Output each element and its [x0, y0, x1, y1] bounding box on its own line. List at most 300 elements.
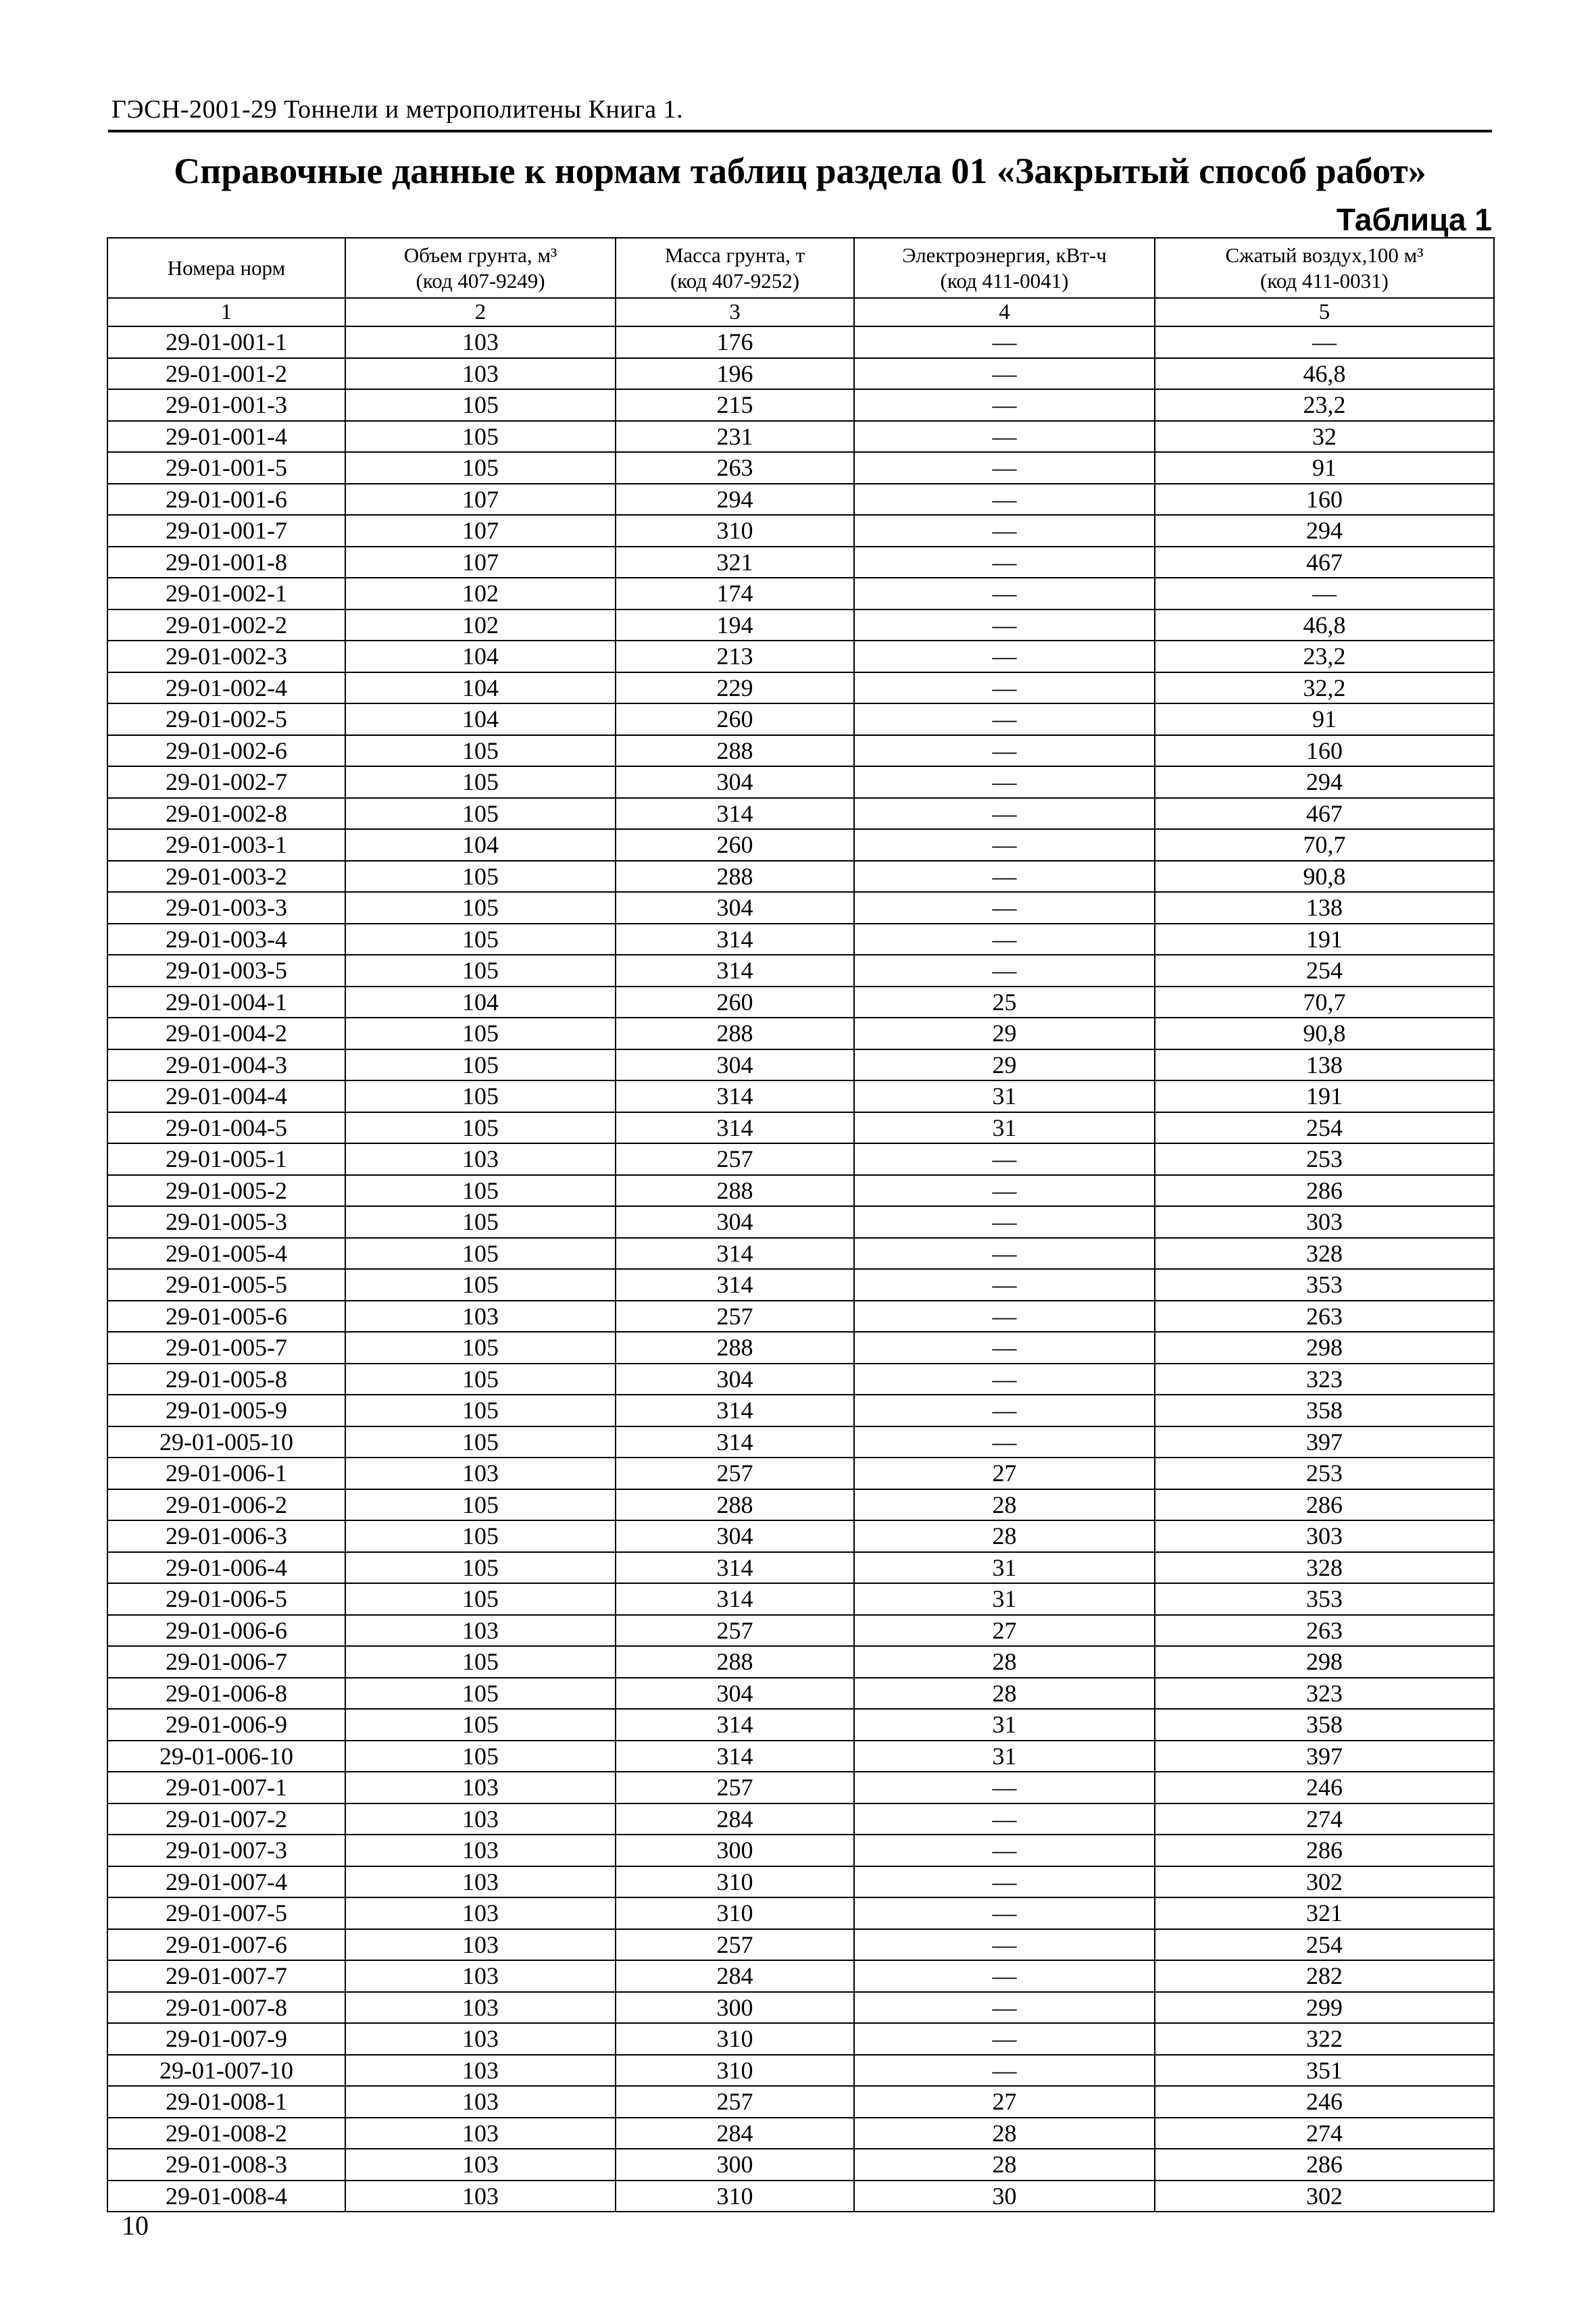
compressed-air-cell: 351: [1155, 2055, 1494, 2087]
soil-volume-cell: 102: [345, 578, 616, 609]
soil-mass-cell: 304: [616, 1049, 854, 1081]
compressed-air-cell: 321: [1155, 1897, 1494, 1929]
soil-mass-cell: 314: [616, 798, 854, 830]
table-row: [107, 2118, 1494, 2149]
compressed-air-cell: 286: [1155, 1489, 1494, 1521]
compressed-air-cell: 299: [1155, 1992, 1494, 2024]
norm-number-cell: 29-01-001-7: [107, 515, 345, 547]
electricity-cell: —: [854, 798, 1155, 830]
electricity-cell: —: [854, 703, 1155, 735]
compressed-air-cell: 254: [1155, 1929, 1494, 1961]
soil-volume-cell: 103: [345, 2086, 616, 2118]
soil-volume-cell: 105: [345, 766, 616, 798]
column-header-line: Объем грунта, м³: [403, 243, 557, 267]
soil-mass-cell: 314: [616, 1583, 854, 1615]
compressed-air-cell: 246: [1155, 2086, 1494, 2118]
column-header-soil-volume: [345, 238, 616, 298]
norm-number-cell: 29-01-008-2: [107, 2118, 345, 2149]
electricity-cell: —: [854, 1238, 1155, 1270]
compressed-air-cell: 397: [1155, 1426, 1494, 1458]
electricity-cell: 29: [854, 1049, 1155, 1081]
electricity-cell: —: [854, 766, 1155, 798]
reference-table: [107, 237, 1495, 2212]
compressed-air-cell: 70,7: [1155, 829, 1494, 861]
soil-mass-cell: 294: [616, 484, 854, 516]
electricity-cell: —: [854, 1332, 1155, 1364]
soil-mass-cell: 260: [616, 703, 854, 735]
electricity-cell: —: [854, 484, 1155, 516]
table-row: [107, 2055, 1494, 2087]
soil-mass-cell: 314: [616, 1112, 854, 1144]
electricity-cell: —: [854, 1960, 1155, 1992]
soil-mass-cell: 263: [616, 452, 854, 484]
table-row: [107, 1866, 1494, 1898]
soil-volume-cell: 105: [345, 1364, 616, 1395]
soil-mass-cell: 304: [616, 892, 854, 924]
norm-number-cell: 29-01-001-3: [107, 389, 345, 421]
electricity-cell: 30: [854, 2181, 1155, 2212]
soil-volume-cell: 105: [345, 421, 616, 453]
table-row: [107, 326, 1494, 358]
soil-volume-cell: 104: [345, 829, 616, 861]
soil-mass-cell: 288: [616, 861, 854, 893]
soil-volume-cell: 105: [345, 1709, 616, 1741]
table-row: [107, 1835, 1494, 1866]
table-row: [107, 672, 1494, 704]
soil-volume-cell: 102: [345, 609, 616, 641]
compressed-air-cell: 323: [1155, 1364, 1494, 1395]
table-row: [107, 1175, 1494, 1207]
soil-volume-cell: 105: [345, 924, 616, 955]
column-header-line: Сжатый воздух,100 м³: [1225, 243, 1424, 267]
soil-mass-cell: 213: [616, 641, 854, 672]
compressed-air-cell: 467: [1155, 798, 1494, 830]
compressed-air-cell: 274: [1155, 1803, 1494, 1835]
compressed-air-cell: 467: [1155, 547, 1494, 578]
soil-mass-cell: 288: [616, 1332, 854, 1364]
electricity-cell: 31: [854, 1583, 1155, 1615]
soil-volume-cell: 103: [345, 1301, 616, 1333]
soil-volume-cell: 105: [345, 1175, 616, 1207]
compressed-air-cell: —: [1155, 326, 1494, 358]
soil-mass-cell: 314: [616, 1395, 854, 1426]
electricity-cell: 25: [854, 987, 1155, 1018]
compressed-air-cell: 90,8: [1155, 861, 1494, 893]
electricity-cell: —: [854, 1866, 1155, 1898]
norm-number-cell: 29-01-006-1: [107, 1458, 345, 1489]
soil-volume-cell: 103: [345, 1960, 616, 1992]
table-row: [107, 1238, 1494, 1270]
electricity-cell: —: [854, 1206, 1155, 1238]
norm-number-cell: 29-01-007-4: [107, 1866, 345, 1898]
soil-volume-cell: 105: [345, 1238, 616, 1270]
electricity-cell: —: [854, 1772, 1155, 1803]
soil-volume-cell: 103: [345, 1615, 616, 1647]
soil-mass-cell: 288: [616, 1646, 854, 1678]
electricity-cell: —: [854, 924, 1155, 955]
soil-mass-cell: 304: [616, 1678, 854, 1710]
compressed-air-cell: 328: [1155, 1552, 1494, 1584]
soil-mass-cell: 310: [616, 1897, 854, 1929]
soil-volume-cell: 104: [345, 703, 616, 735]
table-row: [107, 1395, 1494, 1426]
table-caption: Таблица 1: [1336, 202, 1492, 237]
soil-volume-cell: 105: [345, 1206, 616, 1238]
table-row: [107, 987, 1494, 1018]
table-row: [107, 798, 1494, 830]
table-row: [107, 955, 1494, 987]
electricity-cell: —: [854, 515, 1155, 547]
soil-mass-cell: 300: [616, 1835, 854, 1866]
page-title: Справочные данные к нормам таблиц раздела 01 «Закрытый способ работ»: [174, 151, 1426, 191]
compressed-air-cell: 160: [1155, 484, 1494, 516]
soil-volume-cell: 105: [345, 1678, 616, 1710]
compressed-air-cell: 191: [1155, 924, 1494, 955]
table-row: [107, 358, 1494, 390]
compressed-air-cell: 302: [1155, 1866, 1494, 1898]
norm-number-cell: 29-01-002-1: [107, 578, 345, 609]
norm-number-cell: 29-01-006-7: [107, 1646, 345, 1678]
norm-number-cell: 29-01-002-8: [107, 798, 345, 830]
soil-volume-cell: 103: [345, 1143, 616, 1175]
soil-volume-cell: 105: [345, 1080, 616, 1112]
column-header-soil-mass: [616, 238, 854, 298]
soil-volume-cell: 103: [345, 358, 616, 390]
norm-number-cell: 29-01-002-3: [107, 641, 345, 672]
column-header-code: (код 411-0031): [1260, 268, 1389, 293]
column-header-line: Электроэнергия, кВт-ч: [902, 243, 1107, 267]
norm-number-cell: 29-01-005-1: [107, 1143, 345, 1175]
soil-mass-cell: 288: [616, 1018, 854, 1049]
soil-mass-cell: 288: [616, 1489, 854, 1521]
table-row: [107, 452, 1494, 484]
compressed-air-cell: 328: [1155, 1238, 1494, 1270]
electricity-cell: —: [854, 1143, 1155, 1175]
norm-number-cell: 29-01-008-3: [107, 2149, 345, 2181]
electricity-cell: 31: [854, 1741, 1155, 1772]
compressed-air-cell: 298: [1155, 1332, 1494, 1364]
norm-number-cell: 29-01-007-8: [107, 1992, 345, 2024]
electricity-cell: —: [854, 326, 1155, 358]
soil-mass-cell: 257: [616, 1772, 854, 1803]
compressed-air-cell: 46,8: [1155, 609, 1494, 641]
electricity-cell: —: [854, 1426, 1155, 1458]
compressed-air-cell: 253: [1155, 1458, 1494, 1489]
column-header-code: (код 411-0041): [940, 268, 1069, 293]
soil-volume-cell: 105: [345, 1332, 616, 1364]
soil-volume-cell: 103: [345, 1992, 616, 2024]
norm-number-cell: 29-01-005-4: [107, 1238, 345, 1270]
table-row: [107, 1929, 1494, 1961]
soil-volume-cell: 105: [345, 1646, 616, 1678]
soil-volume-cell: 105: [345, 1112, 616, 1144]
soil-volume-cell: 103: [345, 1929, 616, 1961]
soil-volume-cell: 105: [345, 1520, 616, 1552]
electricity-cell: 27: [854, 1615, 1155, 1647]
soil-mass-cell: 284: [616, 1803, 854, 1835]
table-row: [107, 1426, 1494, 1458]
norm-number-cell: 29-01-005-9: [107, 1395, 345, 1426]
compressed-air-cell: 263: [1155, 1301, 1494, 1333]
norm-number-cell: 29-01-002-7: [107, 766, 345, 798]
norm-number-cell: 29-01-001-5: [107, 452, 345, 484]
soil-mass-cell: 314: [616, 1080, 854, 1112]
electricity-cell: 29: [854, 1018, 1155, 1049]
soil-mass-cell: 314: [616, 924, 854, 955]
soil-volume-cell: 105: [345, 452, 616, 484]
norm-number-cell: 29-01-003-2: [107, 861, 345, 893]
table-row: [107, 1709, 1494, 1741]
soil-mass-cell: 174: [616, 578, 854, 609]
table-row: [107, 421, 1494, 453]
soil-volume-cell: 107: [345, 515, 616, 547]
column-header-code: (код 407-9249): [416, 268, 545, 293]
electricity-cell: —: [854, 1803, 1155, 1835]
soil-volume-cell: 103: [345, 326, 616, 358]
soil-mass-cell: 257: [616, 1301, 854, 1333]
compressed-air-cell: 32: [1155, 421, 1494, 453]
table-row: [107, 2181, 1494, 2212]
electricity-cell: —: [854, 1364, 1155, 1395]
compressed-air-cell: 286: [1155, 1835, 1494, 1866]
norm-number-cell: 29-01-005-10: [107, 1426, 345, 1458]
soil-mass-cell: 176: [616, 326, 854, 358]
header-rule: [108, 130, 1492, 132]
column-header-code: (код 407-9252): [670, 268, 800, 293]
norm-number-cell: 29-01-007-2: [107, 1803, 345, 1835]
norm-number-cell: 29-01-004-4: [107, 1080, 345, 1112]
table-row: [107, 389, 1494, 421]
soil-mass-cell: 260: [616, 829, 854, 861]
electricity-cell: —: [854, 389, 1155, 421]
soil-volume-cell: 105: [345, 892, 616, 924]
electricity-cell: 27: [854, 2086, 1155, 2118]
table-row: [107, 2023, 1494, 2055]
page-number: 10: [122, 2210, 149, 2241]
compressed-air-cell: 90,8: [1155, 1018, 1494, 1049]
table-row: [107, 1206, 1494, 1238]
norm-number-cell: 29-01-001-4: [107, 421, 345, 453]
electricity-cell: —: [854, 421, 1155, 453]
compressed-air-cell: 353: [1155, 1269, 1494, 1301]
soil-mass-cell: 314: [616, 1426, 854, 1458]
soil-volume-cell: 103: [345, 2181, 616, 2212]
norm-number-cell: 29-01-005-2: [107, 1175, 345, 1207]
compressed-air-cell: 303: [1155, 1520, 1494, 1552]
electricity-cell: —: [854, 1301, 1155, 1333]
compressed-air-cell: 253: [1155, 1143, 1494, 1175]
table-row: [107, 924, 1494, 955]
compressed-air-cell: 397: [1155, 1741, 1494, 1772]
table-row: [107, 1301, 1494, 1333]
table-row: [107, 578, 1494, 609]
soil-mass-cell: 310: [616, 1866, 854, 1898]
electricity-cell: —: [854, 735, 1155, 767]
norm-number-cell: 29-01-001-1: [107, 326, 345, 358]
column-header-norm-number: [107, 238, 345, 298]
soil-volume-cell: 107: [345, 484, 616, 516]
soil-mass-cell: 257: [616, 1615, 854, 1647]
norm-number-cell: 29-01-003-1: [107, 829, 345, 861]
electricity-cell: —: [854, 641, 1155, 672]
table-header-row: [107, 238, 1494, 298]
compressed-air-cell: 302: [1155, 2181, 1494, 2212]
column-number: 4: [854, 298, 1155, 326]
soil-volume-cell: 103: [345, 1897, 616, 1929]
electricity-cell: —: [854, 1929, 1155, 1961]
electricity-cell: —: [854, 2023, 1155, 2055]
electricity-cell: 31: [854, 1709, 1155, 1741]
soil-mass-cell: 314: [616, 1552, 854, 1584]
soil-mass-cell: 257: [616, 1143, 854, 1175]
column-number: 2: [345, 298, 616, 326]
electricity-cell: 28: [854, 1678, 1155, 1710]
electricity-cell: —: [854, 578, 1155, 609]
norm-number-cell: 29-01-005-3: [107, 1206, 345, 1238]
soil-mass-cell: 284: [616, 2118, 854, 2149]
soil-mass-cell: 304: [616, 766, 854, 798]
soil-volume-cell: 107: [345, 547, 616, 578]
electricity-cell: —: [854, 1897, 1155, 1929]
table-row: [107, 2086, 1494, 2118]
compressed-air-cell: 294: [1155, 766, 1494, 798]
soil-volume-cell: 105: [345, 1489, 616, 1521]
soil-mass-cell: 288: [616, 735, 854, 767]
soil-volume-cell: 105: [345, 1395, 616, 1426]
compressed-air-cell: 160: [1155, 735, 1494, 767]
column-header-line: Масса грунта, т: [664, 243, 805, 267]
soil-volume-cell: 105: [345, 1741, 616, 1772]
compressed-air-cell: 358: [1155, 1395, 1494, 1426]
norm-number-cell: 29-01-007-5: [107, 1897, 345, 1929]
norm-number-cell: 29-01-006-5: [107, 1583, 345, 1615]
table-row: [107, 609, 1494, 641]
column-header-compressed-air: [1155, 238, 1494, 298]
soil-mass-cell: 194: [616, 609, 854, 641]
soil-mass-cell: 231: [616, 421, 854, 453]
table-row: [107, 1992, 1494, 2024]
norm-number-cell: 29-01-006-3: [107, 1520, 345, 1552]
table-row: [107, 641, 1494, 672]
compressed-air-cell: 282: [1155, 1960, 1494, 1992]
electricity-cell: —: [854, 1992, 1155, 2024]
norm-number-cell: 29-01-006-2: [107, 1489, 345, 1521]
soil-mass-cell: 310: [616, 2055, 854, 2087]
compressed-air-cell: 23,2: [1155, 389, 1494, 421]
compressed-air-cell: 274: [1155, 2118, 1494, 2149]
norm-number-cell: 29-01-006-4: [107, 1552, 345, 1584]
electricity-cell: —: [854, 1175, 1155, 1207]
norm-number-cell: 29-01-005-5: [107, 1269, 345, 1301]
soil-mass-cell: 260: [616, 987, 854, 1018]
soil-mass-cell: 314: [616, 955, 854, 987]
soil-mass-cell: 288: [616, 1175, 854, 1207]
soil-volume-cell: 105: [345, 389, 616, 421]
soil-volume-cell: 104: [345, 987, 616, 1018]
table-row: [107, 547, 1494, 578]
table-row: [107, 1520, 1494, 1552]
soil-volume-cell: 105: [345, 1552, 616, 1584]
electricity-cell: 28: [854, 1489, 1155, 1521]
column-number: 3: [616, 298, 854, 326]
norm-number-cell: 29-01-005-6: [107, 1301, 345, 1333]
compressed-air-cell: 138: [1155, 892, 1494, 924]
soil-mass-cell: 314: [616, 1238, 854, 1270]
table-row: [107, 1552, 1494, 1584]
table-row: [107, 1049, 1494, 1081]
norm-number-cell: 29-01-002-5: [107, 703, 345, 735]
norm-number-cell: 29-01-003-3: [107, 892, 345, 924]
table-row: [107, 861, 1494, 893]
soil-volume-cell: 105: [345, 955, 616, 987]
electricity-cell: —: [854, 2055, 1155, 2087]
compressed-air-cell: 254: [1155, 1112, 1494, 1144]
electricity-cell: 28: [854, 1520, 1155, 1552]
electricity-cell: 27: [854, 1458, 1155, 1489]
norm-number-cell: 29-01-006-6: [107, 1615, 345, 1647]
compressed-air-cell: 358: [1155, 1709, 1494, 1741]
soil-mass-cell: 284: [616, 1960, 854, 1992]
compressed-air-cell: 298: [1155, 1646, 1494, 1678]
soil-mass-cell: 257: [616, 2086, 854, 2118]
compressed-air-cell: 91: [1155, 703, 1494, 735]
norm-number-cell: 29-01-003-4: [107, 924, 345, 955]
electricity-cell: —: [854, 1269, 1155, 1301]
column-number-row: [107, 298, 1494, 326]
soil-mass-cell: 314: [616, 1709, 854, 1741]
norm-number-cell: 29-01-002-6: [107, 735, 345, 767]
compressed-air-cell: 46,8: [1155, 358, 1494, 390]
table-row: [107, 1960, 1494, 1992]
table-row: [107, 735, 1494, 767]
table-row: [107, 1269, 1494, 1301]
table-row: [107, 2149, 1494, 2181]
compressed-air-cell: 303: [1155, 1206, 1494, 1238]
compressed-air-cell: —: [1155, 578, 1494, 609]
norm-number-cell: 29-01-002-4: [107, 672, 345, 704]
column-number: 1: [107, 298, 345, 326]
norm-number-cell: 29-01-004-3: [107, 1049, 345, 1081]
table-row: [107, 829, 1494, 861]
electricity-cell: —: [854, 829, 1155, 861]
soil-mass-cell: 310: [616, 2023, 854, 2055]
norm-number-cell: 29-01-003-5: [107, 955, 345, 987]
table-row: [107, 515, 1494, 547]
table-row: [107, 1741, 1494, 1772]
soil-mass-cell: 196: [616, 358, 854, 390]
compressed-air-cell: 294: [1155, 515, 1494, 547]
norm-number-cell: 29-01-005-7: [107, 1332, 345, 1364]
table-row: [107, 1018, 1494, 1049]
table-row: [107, 484, 1494, 516]
norm-number-cell: 29-01-001-2: [107, 358, 345, 390]
soil-volume-cell: 103: [345, 1458, 616, 1489]
soil-mass-cell: 314: [616, 1741, 854, 1772]
table-row: [107, 1112, 1494, 1144]
soil-mass-cell: 300: [616, 1992, 854, 2024]
table-row: [107, 892, 1494, 924]
table-row: [107, 766, 1494, 798]
table-row: [107, 1897, 1494, 1929]
soil-volume-cell: 105: [345, 1269, 616, 1301]
soil-volume-cell: 105: [345, 1426, 616, 1458]
electricity-cell: —: [854, 547, 1155, 578]
reference-table-wrapper: [107, 237, 1493, 2212]
norm-number-cell: 29-01-007-3: [107, 1835, 345, 1866]
table-row: [107, 1080, 1494, 1112]
norm-number-cell: 29-01-006-9: [107, 1709, 345, 1741]
norm-number-cell: 29-01-008-4: [107, 2181, 345, 2212]
